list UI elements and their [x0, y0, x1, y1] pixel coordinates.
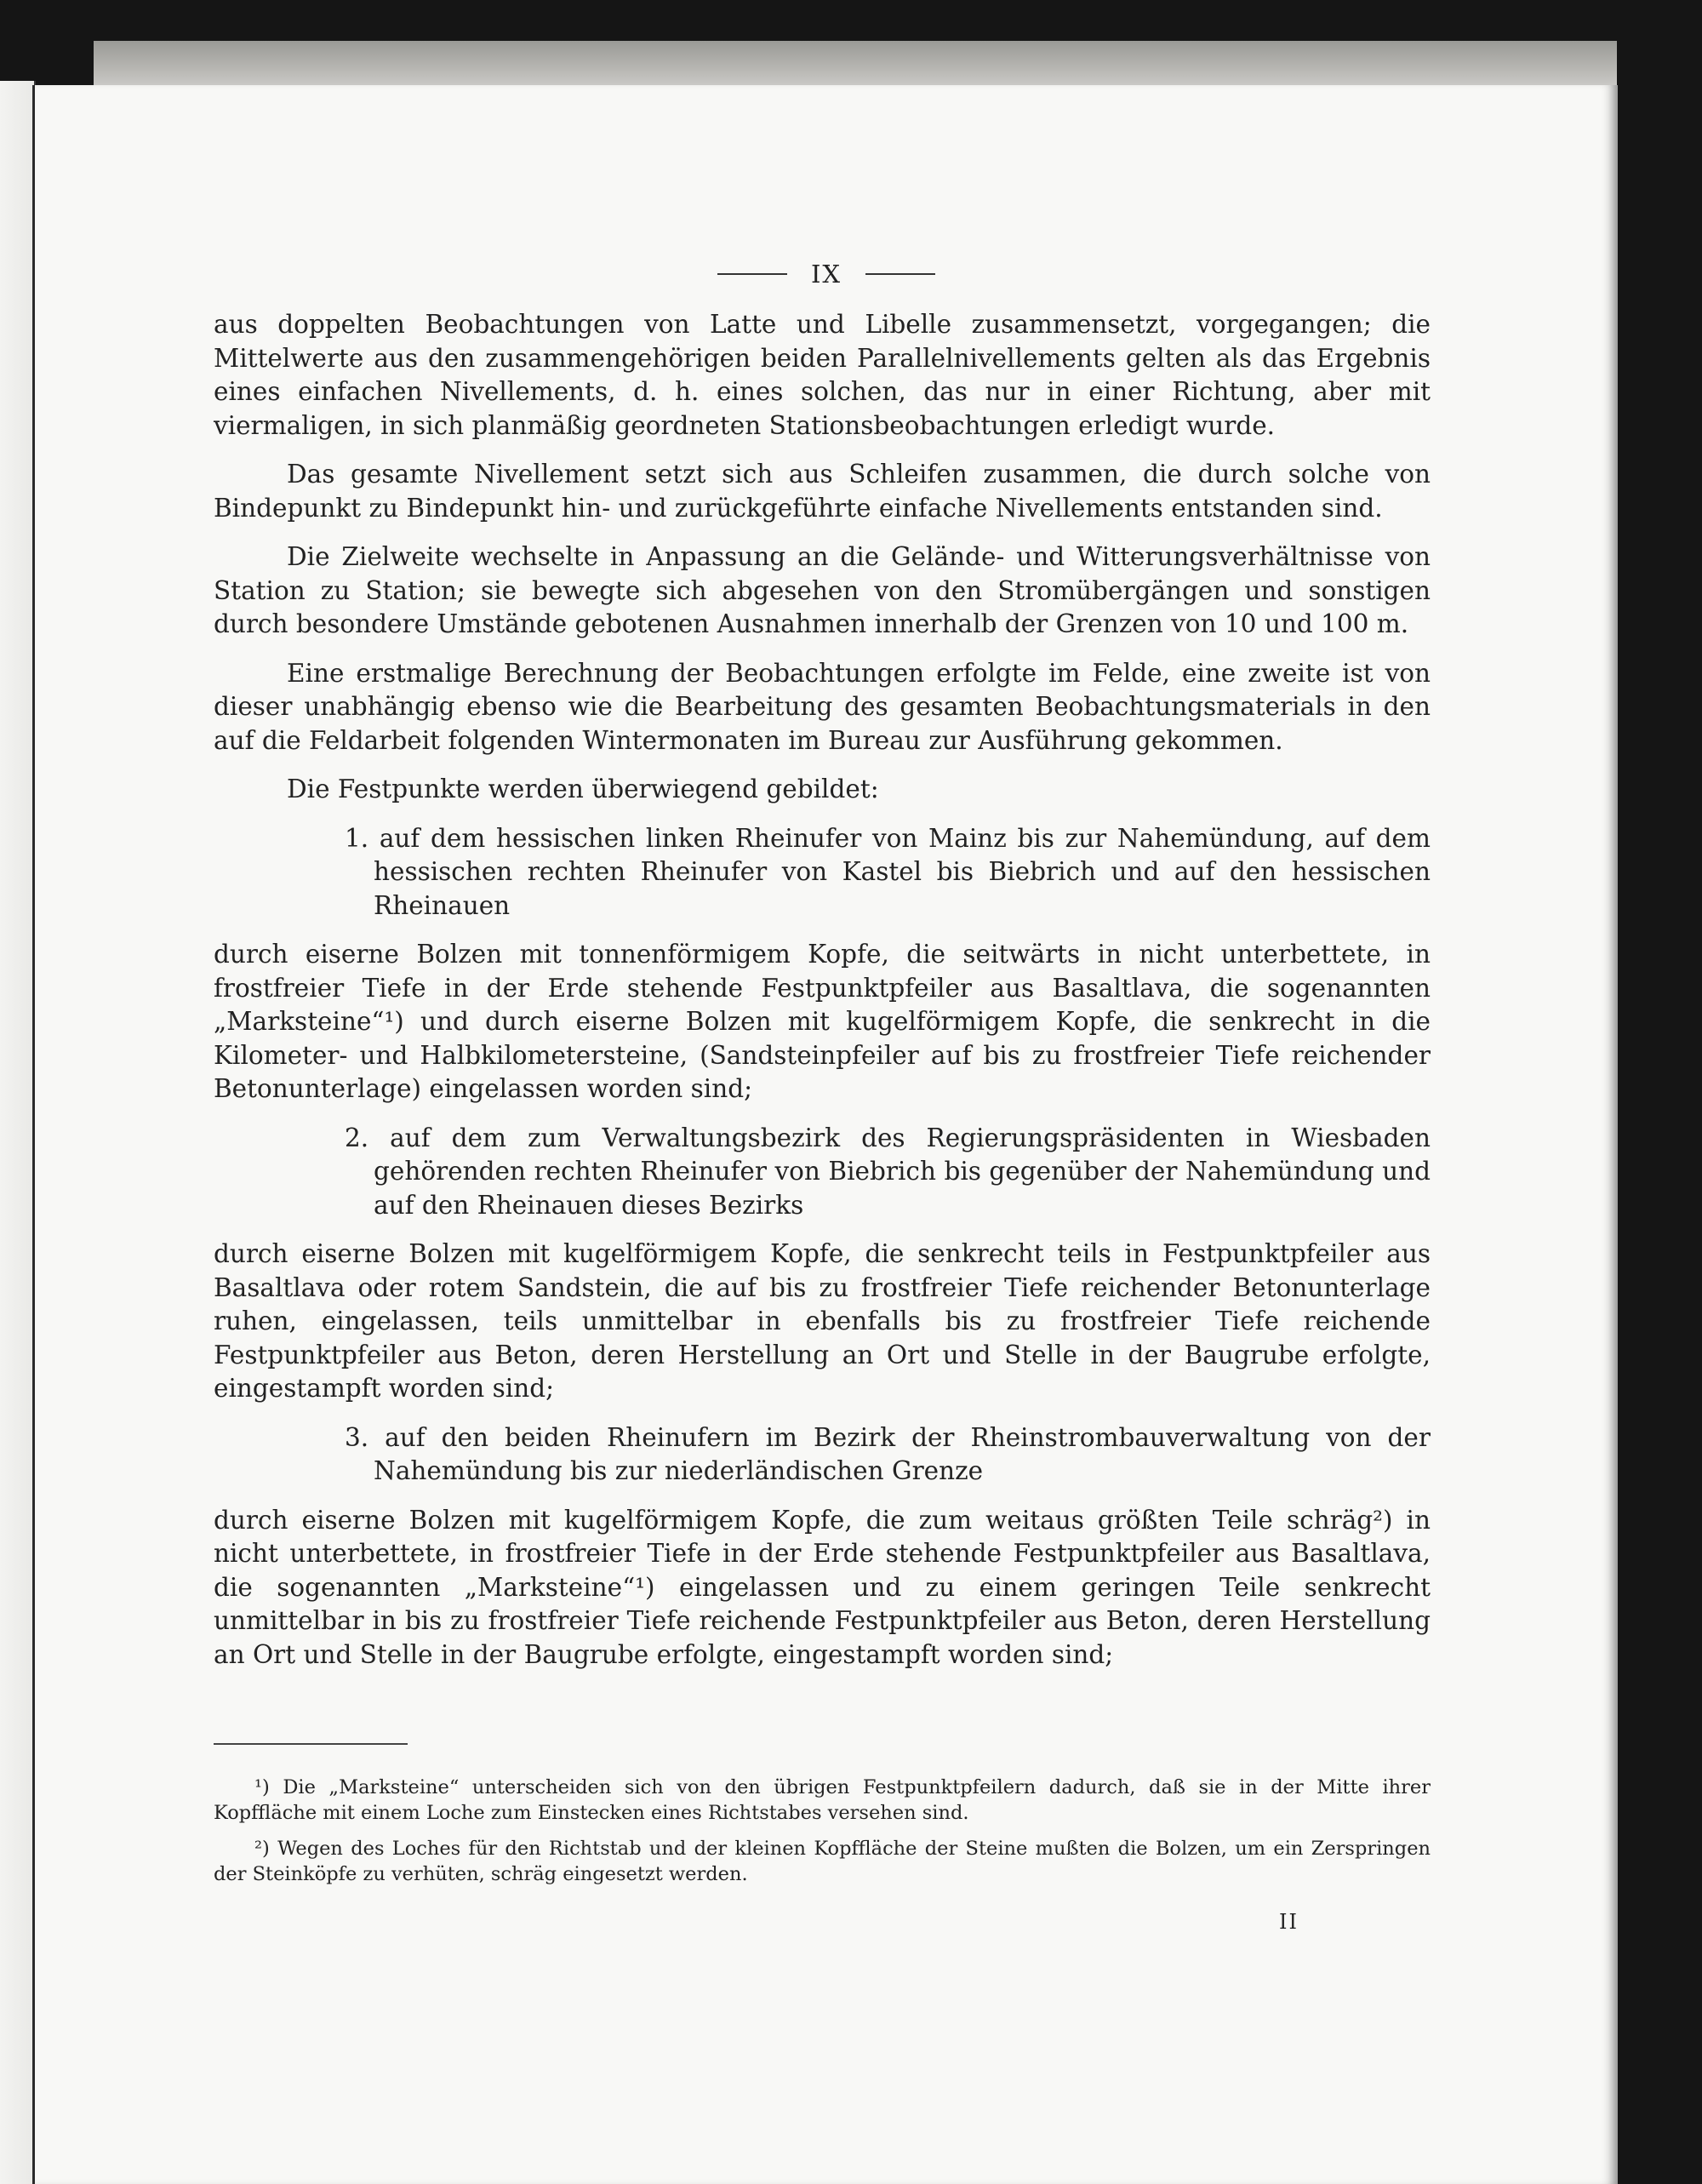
footnotes	[214, 1775, 1431, 1887]
list-item-3-followup: durch eiserne Bolzen mit kugelförmigem Kopfe, die zum weitaus größten Teile schräg²) in nicht unterbettete, in frostfreier Tiefe in der Erde stehende Festpunktpfeiler aus Basaltlava, die sogenannten „Marksteine“¹) eingelassen und zu einem geringen Teile senkrecht unmittelbar in bis zu frostfreier Tiefe reichende Festpunktpfeiler aus Beton, deren Herstellung an Ort und Stelle in der Baugrube erfolgte, eingestampft worden sind;	[214, 1505, 1431, 1669]
list-item-2	[214, 1122, 1431, 1223]
book-top-edge	[94, 41, 1617, 90]
paragraph-zielweite: Die Zielweite wechselte in Anpassung an die Gelände- und Witterungsverhältnisse von Station zu Station; sie bewegte sich abgesehen von den Stromübergängen und sonstigen durch besondere Umstände gebotenen Ausnahmen innerhalb der Grenzen von 10 und 100 m.	[214, 542, 1431, 638]
list-item-text: auf dem hessischen linken Rheinufer von Mainz bis zur Nahemündung, auf dem hessischen rechten Rheinufer von Kastel bis Biebrich und auf den hessischen Rheinauen	[374, 823, 1431, 920]
paragraph-festpunkte-intro: Die Festpunkte werden überwiegend gebildet:	[287, 775, 879, 803]
list-item-text: auf dem zum Verwaltungsbezirk des Regierungspräsidenten in Wiesbaden gehörenden rechten Rheinufer von Biebrich bis gegenüber der Nahemündung und auf den Rheinauen dieses Bezirks	[374, 1123, 1431, 1220]
header-rule-right	[865, 273, 935, 275]
footnote-separator	[214, 1743, 408, 1745]
list-item-1-followup: durch eiserne Bolzen mit tonnenförmigem Kopfe, die seitwärts in nicht unterbettete, in frostfreier Tiefe in der Erde stehende Festpunktpfeiler aus Basaltlava, die sogenannten „Marksteine“¹) und durch eiserne Bolzen mit kugelförmigem Kopfe, die senkrecht in die Kilometer- und Halbkilometersteine, (Sandsteinpfeiler auf bis zu frostfreier Tiefe reichender Betonunterlage) eingelassen worden sind;	[214, 940, 1431, 1103]
list-marker: 2.	[345, 1123, 369, 1152]
document-page	[32, 85, 1618, 2184]
body-text	[214, 308, 1431, 1672]
list-item-1	[214, 822, 1431, 923]
page-header	[35, 260, 1618, 289]
list-marker: 1.	[345, 823, 369, 853]
signature-mark: II	[1279, 1910, 1299, 1934]
footnote-1: ¹) Die „Marksteine“ unterscheiden sich von den übrigen Festpunktpfeilern dadurch, daß sie in der Mitte ihrer Kopffläche mit einem Loche zum Einstecken eines Richtstabes versehen sind.	[214, 1776, 1431, 1824]
header-rule-left	[717, 273, 787, 275]
list-item-text: auf den beiden Rheinufern im Bezirk der Rheinstrombauverwaltung von der Nahemündung bis zur niederländischen Grenze	[374, 1422, 1431, 1485]
list-marker: 3.	[345, 1422, 369, 1452]
paragraph-berechnung: Eine erstmalige Berechnung der Beobachtungen erfolgte im Felde, eine zweite ist von dieser unabhängig ebenso wie die Bearbeitung des gesamten Beobachtungsmaterials in den auf die Feldarbeit folgenden Wintermonaten im Bureau zur Ausführung gekommen.	[214, 658, 1431, 755]
page-number: IX	[810, 260, 842, 289]
footnote-2: ²) Wegen des Loches für den Richtstab und der kleinen Kopffläche der Steine mußten die Bolzen, um ein Zerspringen der Steinköpfe zu verhüten, schräg eingesetzt werden.	[214, 1838, 1431, 1885]
list-item-2-followup: durch eiserne Bolzen mit kugelförmigem Kopfe, die senkrecht teils in Festpunktpfeiler aus Basaltlava oder rotem Sandstein, die auf bis zu frostfreier Tiefe reichender Betonunterlage ruhen, eingelassen, teils unmittelbar in ebenfalls bis zu frostfreier Tiefe reichende Festpunktpfeiler aus Beton, deren Herstellung an Ort und Stelle in der Baugrube erfolgte, eingestampft worden sind;	[214, 1239, 1431, 1403]
paragraph-nivellement: Das gesamte Nivellement setzt sich aus Schleifen zusammen, die durch solche von Bindepunkt zu Bindepunkt hin- und zurückgeführte einfache Nivellements entstanden sind.	[214, 460, 1431, 523]
paragraph-continuation: aus doppelten Beobachtungen von Latte und Libelle zusammensetzt, vorgegangen; die Mittelwerte aus den zusammengehörigen beiden Parallelnivellements gelten als das Ergebnis eines einfachen Nivellements, d. h. eines solchen, das nur in einer Richtung, aber mit viermaligen, in sich planmäßig geordneten Stationsbeobachtungen erledigt wurde.	[214, 310, 1431, 440]
list-item-3	[214, 1421, 1431, 1489]
facing-page-edge	[0, 81, 36, 2184]
